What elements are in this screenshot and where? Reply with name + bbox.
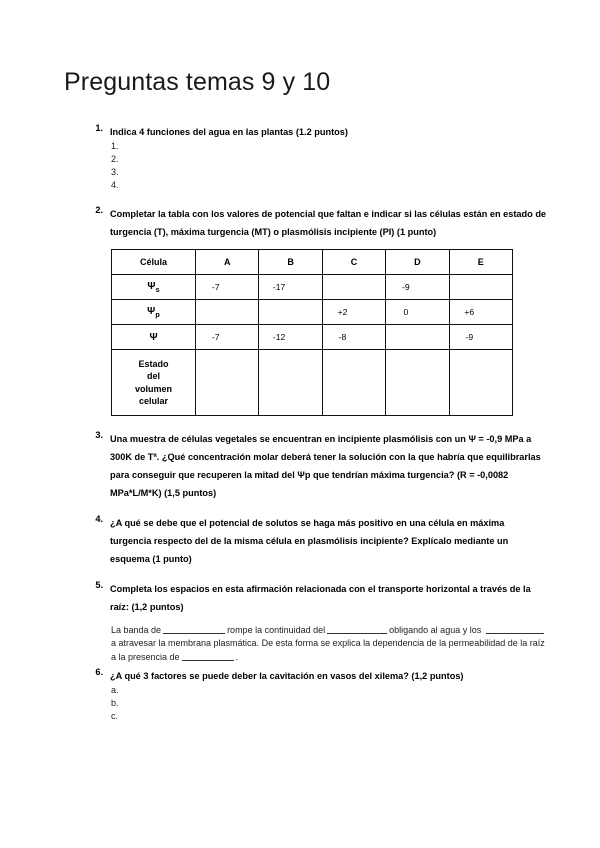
question-number-6: 6. [95, 667, 103, 678]
question-item-2 [78, 204, 548, 240]
table-row [112, 300, 513, 325]
table-cell[interactable]: -9 [449, 325, 512, 350]
table-header-cell-d: D [386, 250, 449, 275]
fill-segment: a atravesar la membrana plasmática. De esta forma se explica la dependencia de la permeabilidad de la raíz a la presencia de [111, 638, 545, 662]
table-header-cell-c: C [322, 250, 385, 275]
question-number-3: 3. [95, 430, 103, 440]
table-cell[interactable] [322, 350, 385, 416]
question-text-5: Completa los espacios en esta afirmación relacionada con el transporte horizontal a través de la raíz: (1,2 puntos) [110, 584, 531, 612]
question-item-3 [78, 429, 548, 501]
psi-symbol: Ψ [147, 305, 156, 317]
table-cell[interactable] [196, 350, 259, 416]
table-cell[interactable] [386, 325, 449, 350]
page-title: Preguntas temas 9 y 10 [64, 68, 331, 96]
psi-subscript: p [155, 309, 160, 319]
state-label-line: volumen [134, 383, 172, 394]
table-cell[interactable]: -7 [196, 275, 259, 300]
table-cell[interactable]: -7 [196, 325, 259, 350]
answer-list-6 [78, 684, 548, 723]
state-label-line: celular [138, 396, 169, 406]
state-label-line: Estado [138, 358, 169, 369]
fill-segment: . [235, 651, 239, 662]
psi-subscript: s [155, 284, 160, 294]
table-header-cell-celula: Célula [112, 250, 196, 275]
row-label-psi [112, 325, 196, 350]
fill-segment: obligando al agua y los [389, 625, 482, 635]
question-number-2: 2. [95, 205, 103, 215]
blank-field-1[interactable] [163, 624, 225, 634]
table-header-cell-a: A [196, 250, 259, 275]
answer-line[interactable]: c. [111, 711, 119, 722]
answer-line[interactable]: 3. [111, 167, 119, 177]
question-item-5 [78, 579, 548, 615]
questions-container [78, 122, 548, 723]
psi-symbol: Ψ [149, 331, 158, 343]
fill-segment: La banda de [111, 625, 162, 635]
table-row [112, 350, 513, 416]
table-cell[interactable] [259, 350, 322, 416]
potential-table-wrapper [78, 249, 548, 416]
question-text-2: Completar la tabla con los valores de potencial que faltan e indicar si las células están en estado de turgencia (T), máxima turgencia (MT) o plasmólisis incipiente (PI) (1 punto) [110, 209, 547, 237]
row-label-estado-volumen-celular [112, 350, 196, 416]
answer-line[interactable]: 1. [111, 141, 119, 151]
question-text-6: ¿A qué 3 factores se puede deber la cavitación en vasos del xilema? (1,2 puntos) [110, 671, 464, 682]
table-header-cell-b: B [259, 250, 322, 275]
table-cell[interactable]: -9 [386, 275, 449, 300]
answer-line[interactable]: 4. [111, 180, 119, 190]
table-cell[interactable]: 0 [386, 300, 449, 325]
table-cell[interactable]: +2 [322, 300, 385, 325]
table-cell[interactable] [386, 350, 449, 416]
table-cell[interactable]: -12 [259, 325, 322, 350]
blank-field-3[interactable] [486, 624, 544, 634]
table-header-cell-e: E [449, 250, 512, 275]
question-number-5: 5. [95, 580, 103, 590]
table-row [112, 325, 513, 350]
answer-list-1 [78, 140, 548, 192]
question-text-4: ¿A qué se debe que el potencial de solutos se haga más positivo en una célula en máxima turgencia respecto del de la misma célula en plasmólisis incipiente? Explícalo mediante un esquema (1 punto) [110, 518, 509, 564]
table-cell[interactable] [449, 275, 512, 300]
table-cell[interactable]: -8 [322, 325, 385, 350]
potential-table [111, 249, 513, 416]
psi-symbol: Ψ [147, 280, 156, 292]
question-item-1 [78, 122, 548, 140]
question-number-4: 4. [95, 514, 103, 524]
blank-field-4[interactable] [182, 651, 234, 661]
table-cell[interactable] [196, 300, 259, 325]
blank-field-2[interactable] [327, 624, 387, 634]
answer-line[interactable]: 2. [111, 154, 119, 164]
table-cell[interactable] [449, 350, 512, 416]
fill-in-paragraph [78, 624, 548, 664]
answer-line[interactable]: a. [111, 685, 119, 696]
answer-line[interactable]: b. [111, 698, 119, 709]
row-label-psi-p [112, 300, 196, 325]
state-label-line: del [146, 371, 160, 381]
fill-segment: rompe la continuidad del [227, 625, 326, 635]
table-cell[interactable]: -17 [259, 275, 322, 300]
question-text-3: Una muestra de células vegetales se encuentran en incipiente plasmólisis con un Ψ = -0,9 MPa a 300K de Tª. ¿Qué concentración molar deberá tener la solución con la que habría que equilibrarlas para conseguir que recuperen la mitad del Ψp que tendrían máxima turgencia? (R = -0,0082 MPa*L/M*K) (1,5 puntos) [110, 434, 541, 498]
table-cell[interactable] [259, 300, 322, 325]
table-cell[interactable] [322, 275, 385, 300]
row-label-psi-s [112, 275, 196, 300]
table-header-row [112, 250, 513, 275]
question-item-4 [78, 513, 548, 567]
table-row [112, 275, 513, 300]
question-text-1: Indica 4 funciones del agua en las plantas (1.2 puntos) [110, 127, 348, 137]
question-item-6 [78, 666, 548, 684]
question-number-1: 1. [95, 123, 103, 133]
table-cell[interactable]: +6 [449, 300, 512, 325]
